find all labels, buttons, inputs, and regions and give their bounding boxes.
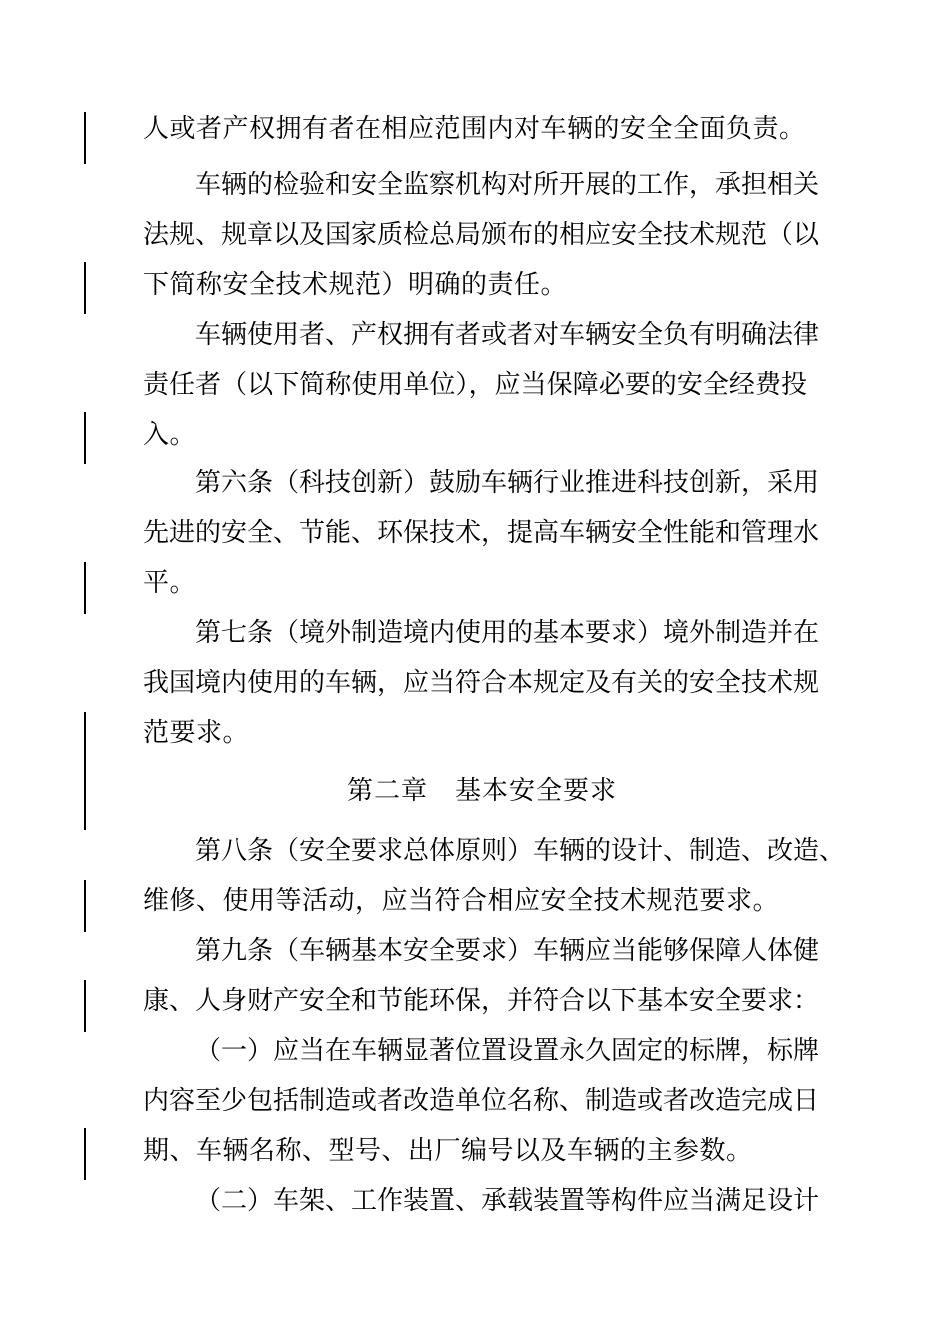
body-text-line: 期、车辆名称、型号、出厂编号以及车辆的主参数。 <box>143 1136 753 1166</box>
body-text-line: 责任者（以下简称使用单位），应当保障必要的安全经费投 <box>143 370 807 400</box>
body-text-line: 先进的安全、节能、环保技术，提高车辆安全性能和管理水 <box>143 518 820 548</box>
article-9-first-line: 第九条（车辆基本安全要求）车辆应当能够保障人体健 <box>195 936 820 966</box>
body-text-line: 康、人身财产安全和节能环保，并符合以下基本安全要求： <box>143 986 820 1016</box>
revision-bar <box>84 880 86 932</box>
article-7-first-line: 第七条（境外制造境内使用的基本要求）境外制造并在 <box>195 618 820 648</box>
revision-bar <box>84 712 86 830</box>
body-text-line: 范要求。 <box>143 718 250 748</box>
chapter-heading: 第二章 基本安全要求 <box>347 776 618 806</box>
revision-bar <box>84 262 86 314</box>
body-text-line: 入。 <box>143 420 197 450</box>
article-8-first-line: 第八条（安全要求总体原则）车辆的设计、制造、改造、 <box>195 836 846 866</box>
list-item-2-first-line: （二）车架、工作装置、承载装置等构件应当满足设计 <box>195 1186 820 1216</box>
body-text-line: 内容至少包括制造或者改造单位名称、制造或者改造完成日 <box>143 1086 820 1116</box>
body-text-line: 平。 <box>143 568 197 598</box>
body-text-line: 维修、使用等活动，应当符合相应安全技术规范要求。 <box>143 886 780 916</box>
paragraph-first-line: 车辆使用者、产权拥有者或者对车辆安全负有明确法律 <box>195 320 820 350</box>
revision-bar <box>84 1128 86 1180</box>
list-item-1-first-line: （一）应当在车辆显著位置设置永久固定的标牌，标牌 <box>195 1036 820 1066</box>
article-6-first-line: 第六条（科技创新）鼓励车辆行业推进科技创新，采用 <box>195 468 820 498</box>
body-text-line: 法规、规章以及国家质检总局颁布的相应安全技术规范（以 <box>143 220 820 250</box>
revision-bar <box>84 562 86 614</box>
body-text-line: 我国境内使用的车辆，应当符合本规定及有关的安全技术规 <box>143 668 820 698</box>
revision-bar <box>84 112 86 164</box>
revision-bar <box>84 412 86 464</box>
revision-bar <box>84 980 86 1032</box>
paragraph-first-line: 车辆的检验和安全监察机构对所开展的工作，承担相关 <box>195 170 820 200</box>
body-text-line: 人或者产权拥有者在相应范围内对车辆的安全全面负责。 <box>143 114 806 144</box>
body-text-line: 下简称安全技术规范）明确的责任。 <box>143 270 568 300</box>
